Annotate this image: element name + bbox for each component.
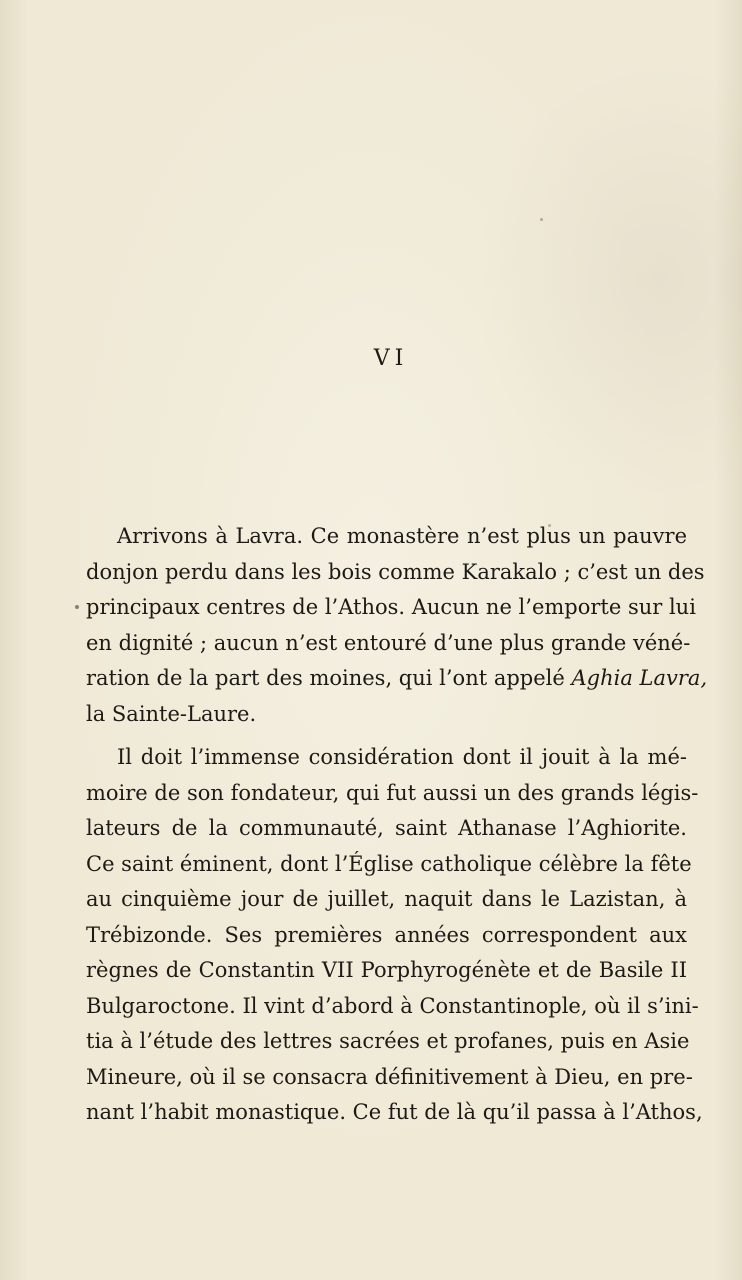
text-line: Bulgaroctone. Il vint d’abord à Constantinople, où il s’ini-: [86, 993, 699, 1018]
text-line: moire de son fondateur, qui fut aussi un des grands légis-: [86, 780, 699, 805]
text-line: en dignité ; aucun n’est entouré d’une plus grande véné-: [86, 630, 691, 655]
margin-mark: [75, 605, 79, 609]
text-line: lateurs de la communauté, saint Athanase l’Aghiorite.: [86, 816, 687, 840]
text-line-with-italic: [86, 661, 708, 697]
text-line: donjon perdu dans les bois comme Karakalo ; c’est un des: [86, 559, 705, 584]
body-text: [86, 519, 708, 1131]
paragraph: [86, 519, 708, 732]
text-line: principaux centres de l’Athos. Aucun ne l’emporte sur lui: [86, 595, 696, 619]
text-line: Il doit l’immense considération dont il jouit à la mé-: [117, 745, 687, 769]
text-line: Arrivons à Lavra. Ce monastère n’est plus un pauvre: [117, 524, 687, 548]
text-line: au cinquième jour de juillet, naquit dans le Lazistan, à: [86, 887, 687, 911]
text-line: tia à l’étude des lettres sacrées et profanes, puis en Asie: [86, 1029, 690, 1053]
show-through-stain: [470, 60, 742, 500]
text-line: règnes de Constantin VII Porphyrogénète et de Basile II: [86, 958, 687, 982]
paragraph: [86, 740, 703, 1131]
text-line: nant l’habit monastique. Ce fut de là qu’il passa à l’Athos,: [86, 1100, 703, 1124]
text-line: Trébizonde. Ses premières années correspondent aux: [86, 922, 687, 947]
text-line: Ce saint éminent, dont l’Église catholique célèbre la fête: [86, 851, 692, 876]
text-line: la Sainte-Laure.: [86, 701, 257, 726]
paper-speck: [540, 218, 543, 221]
text-segment: ration de la part des moines, qui l’ont appelé: [86, 666, 565, 690]
chapter-heading: VI: [373, 346, 409, 371]
italic-term: Aghia Lavra,: [571, 666, 708, 690]
text-line: Mineure, où il se consacra définitivement à Dieu, en pre-: [86, 1064, 693, 1089]
